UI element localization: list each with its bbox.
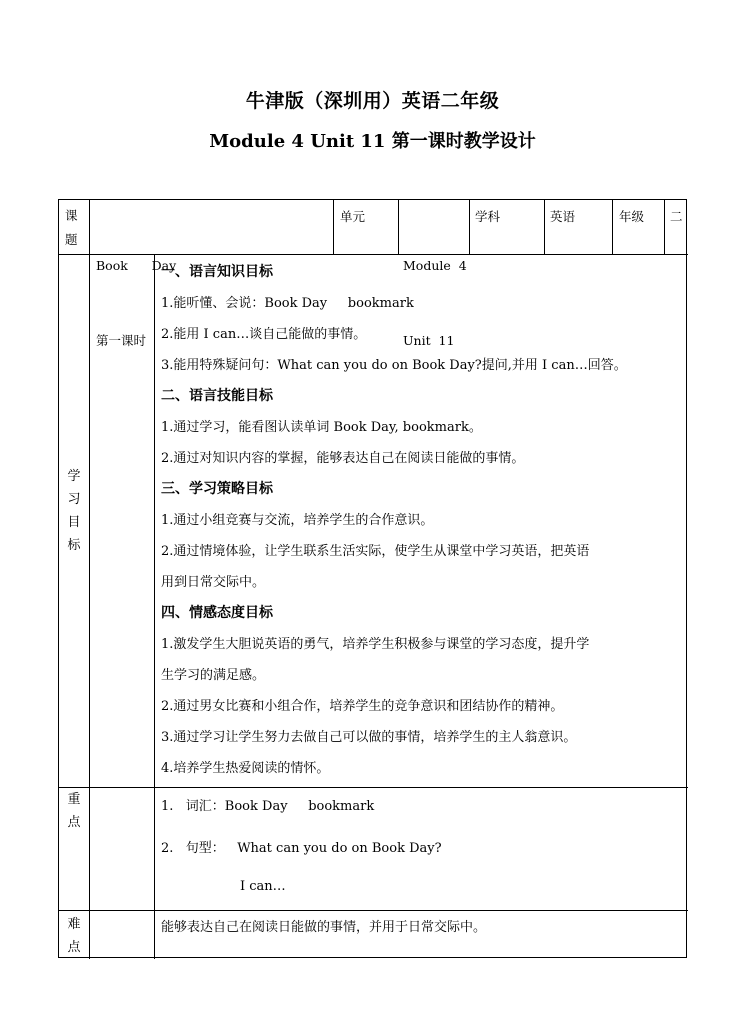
objective-item: 3.能用特殊疑问句：What can you do on Book Day?提问,并用 I can…回答。 bbox=[161, 358, 627, 373]
objective-item: 3.通过学习让学生努力去做自己可以做的事情，培养学生的主人翁意识。 bbox=[161, 730, 577, 745]
objective-item: 4.培养学生热爱阅读的情怀。 bbox=[161, 761, 330, 776]
key-points-sentence: 2. 句型： What can you do on Book Day? bbox=[161, 841, 442, 856]
objective-heading: 四、情感态度目标 bbox=[161, 605, 273, 621]
objective-item: 2.能用 I can…谈自己能做的事情。 bbox=[161, 327, 367, 342]
objective-item: 1.能听懂、会说：Book Day bookmark bbox=[161, 296, 414, 311]
col-divider bbox=[89, 200, 90, 959]
difficulties-label: 难 点 bbox=[67, 917, 81, 955]
key-points-sentence-answer: I can… bbox=[240, 879, 286, 894]
grade-label: 年级 bbox=[619, 209, 645, 224]
document-subtitle: Module 4 Unit 11 第一课时教学设计 bbox=[209, 131, 536, 152]
grade-value: 二 bbox=[670, 209, 683, 224]
objective-item: 生学习的满足感。 bbox=[161, 668, 266, 683]
col-divider bbox=[544, 200, 545, 254]
objective-item: 1.通过学习，能看图认读单词 Book Day, bookmark。 bbox=[161, 420, 482, 435]
subject-label: 学科 bbox=[475, 209, 501, 224]
col-divider bbox=[612, 200, 613, 254]
key-points-label: 重 点 bbox=[67, 792, 81, 830]
objective-heading: 三、学习策略目标 bbox=[161, 481, 273, 497]
objective-item: 2.通过对知识内容的掌握，能够表达自己在阅读日能做的事情。 bbox=[161, 451, 525, 466]
objective-item: 用到日常交际中。 bbox=[161, 575, 266, 590]
document-title: 牛津版（深圳用）英语二年级 bbox=[245, 90, 500, 112]
objective-heading: 二、语言技能目标 bbox=[161, 388, 273, 404]
objective-heading: 一、语言知识目标 bbox=[161, 264, 273, 280]
key-points-vocabulary: 1. 词汇：Book Day bookmark bbox=[161, 799, 375, 814]
col-divider bbox=[398, 200, 399, 254]
objective-item: 2.通过情境体验，让学生联系生活实际，使学生从课堂中学习英语，把英语 bbox=[161, 544, 590, 559]
objective-item: 2.通过男女比赛和小组合作，培养学生的竞争意识和团结协作的精神。 bbox=[161, 699, 564, 714]
objectives-label: 学 习 目 标 bbox=[67, 469, 81, 553]
subject-value: 英语 bbox=[550, 209, 576, 224]
unit-label: 单元 bbox=[340, 209, 366, 224]
objective-item: 1.激发学生大胆说英语的勇气，培养学生积极参与课堂的学习态度，提升学 bbox=[161, 637, 590, 652]
objective-item: 1.通过小组竞赛与交流，培养学生的合作意识。 bbox=[161, 513, 434, 528]
col-divider bbox=[664, 200, 665, 254]
lesson-plan-table bbox=[58, 199, 687, 958]
col-divider bbox=[469, 200, 470, 254]
difficulties-text: 能够表达自己在阅读日能做的事情，并用于日常交际中。 bbox=[161, 920, 487, 935]
topic-value: Book Day 第一课时 bbox=[96, 258, 177, 348]
topic-label: 课 题 bbox=[65, 208, 78, 247]
col-divider bbox=[333, 200, 334, 254]
unit-value: Module 4 Unit 11 bbox=[403, 258, 467, 348]
